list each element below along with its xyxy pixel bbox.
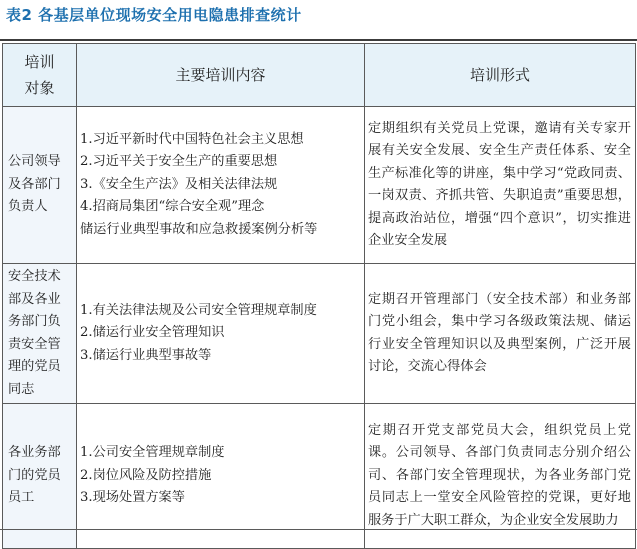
header-target-line1: 培训 (24, 53, 55, 71)
row-form: 定期组织有关党员上党课，邀请有关专家开展有关安全发展、安全生产责任体系、安全生产标准化等的讲座，集中学习“党政同责、一岗双责、齐抓共管、失职追责”重要思想，提高政治站位，增强“四个意识”，切实推进企业安全发展 (365, 107, 636, 264)
content-item: 3.储运行业典型事故等 (80, 347, 212, 363)
table-row (3, 264, 636, 404)
header-content: 主要培训内容 (77, 44, 365, 107)
content-item: 2.储运行业安全管理知识 (80, 325, 225, 341)
row-contents (77, 107, 365, 264)
training-table (2, 43, 636, 549)
content-item: 3.《安全生产法》及相关法律法规 (80, 176, 278, 192)
header-target-line2: 对象 (24, 79, 55, 97)
content-item: 1.公司安全管理规章制度 (80, 445, 225, 461)
row-target: 安全技术部及各业务部门负责安全管理的党员同志 (3, 264, 77, 404)
top-rule (0, 39, 637, 41)
row-contents (77, 264, 365, 404)
header-form: 培训形式 (365, 44, 636, 107)
content-item: 2.习近平关于安全生产的重要思想 (80, 154, 278, 170)
table-row (3, 107, 636, 264)
table-caption: 表2 各基层单位现场安全用电隐患排查统计 (6, 6, 302, 24)
row-form: 定期召开管理部门（安全技术部）和业务部门党小组会，集中学习各级政策法规、储运行业安全管理知识以及典型案例，广泛开展讨论，交流心得体会 (365, 264, 636, 404)
bottom-rule (0, 529, 637, 530)
content-item: 2.岗位风险及防控措施 (80, 467, 212, 483)
content-item: 1.习近平新时代中国特色社会主义思想 (80, 131, 304, 147)
row-target: 各业务部门的党员员工 (3, 404, 77, 549)
content-item: 3.现场处置方案等 (80, 490, 185, 506)
row-target: 公司领导及各部门负责人 (3, 107, 77, 264)
content-item: 储运行业典型事故和应急救援案例分析等 (80, 221, 318, 237)
content-item: 1.有关法律法规及公司安全管理规章制度 (80, 302, 317, 318)
content-item: 4.招商局集团“综合安全观”理念 (80, 199, 265, 215)
table-row (3, 404, 636, 549)
row-contents (77, 404, 365, 549)
header-target (3, 44, 77, 107)
row-form: 定期召开党支部党员大会，组织党员上党课。公司领导、各部门负责同志分别介绍公司、各部门安全管理现状，为各业务部门党员同志上一堂安全风险管控的党课，更好地服务于广大职工群众，为企业安全发展助力 (365, 404, 636, 549)
header-row (3, 44, 636, 107)
